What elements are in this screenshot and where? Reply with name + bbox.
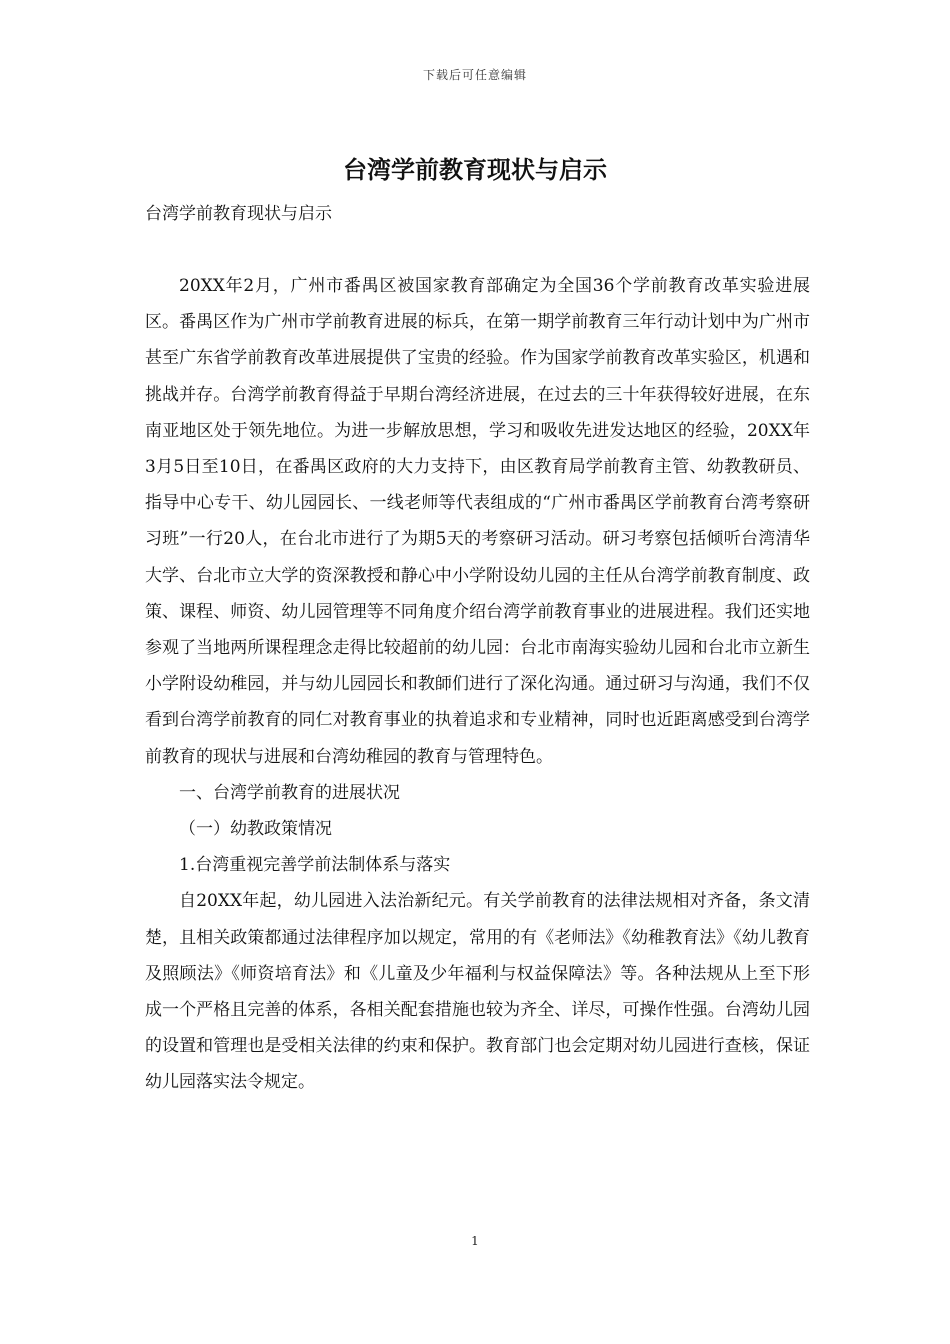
item-heading: 1.台湾重视完善学前法制体系与落实 bbox=[179, 855, 451, 876]
document-subtitle: 台湾学前教育现状与启示 bbox=[145, 204, 332, 224]
page-number: 1 bbox=[471, 1234, 479, 1248]
body-paragraph: 自20XX年起，幼儿园进入法治新纪元。有关学前教育的法律法规相对齐备，条文清楚，且相关政策都通过法律程序加以规定，常用的有《老师法》《幼稚教育法》《幼儿教育及照顾法》《师资培育法》和《儿童及少年福利与权益保障法》等。各种法规从上至下形成一个严格且完善的体系，各相关配套措施也较为齐全、详尽，可操作性强。台湾幼儿园的设置和管理也是受相关法律的约束和保护。教育部门也会定期对幼儿园进行查核，保证幼儿园落实法令规定。 bbox=[145, 891, 810, 1093]
subsection-heading: （一）幼教政策情况 bbox=[179, 819, 332, 840]
page-header-note: 下载后可任意编辑 bbox=[422, 68, 527, 82]
document-body bbox=[145, 268, 810, 1101]
document-title: 台湾学前教育现状与启示 bbox=[343, 155, 607, 184]
intro-paragraph: 20XX年2月，广州市番禺区被国家教育部确定为全国36个学前教育改革实验进展区。番禺区作为广州市学前教育进展的标兵，在第一期学前教育三年行动计划中为广州市甚至广东省学前教育改革进展提供了宝贵的经验。作为国家学前教育改革实验区，机遇和挑战并存。台湾学前教育得益于早期台湾经济进展，在过去的三十年获得较好进展，在东南亚地区处于领先地位。为进一步解放思想，学习和吸收先进发达地区的经验，20XX年3月5日至10日，在番禺区政府的大力支持下，由区教育局学前教育主管、幼教教研员、指导中心专干、幼儿园园长、一线老师等代表组成的“广州市番禺区学前教育台湾考察研习班”一行20人，在台北市进行了为期5天的考察研习活动。研习考察包括倾听台湾清华大学、台北市立大学的资深教授和静心中小学附设幼儿园的主任从台湾学前教育制度、政策、课程、师资、幼儿园管理等不同角度介绍台湾学前教育事业的进展进程。我们还实地参观了当地两所课程理念走得比较超前的幼儿园：台北市南海实验幼儿园和台北市立新生小学附设幼稚园，并与幼儿园园长和教師们进行了深化沟通。通过研习与沟通，我们不仅看到台湾学前教育的同仁对教育事业的执着追求和专业精神，同时也近距离感受到台湾学前教育的现状与进展和台湾幼稚园的教育与管理特色。 bbox=[145, 276, 810, 767]
section-heading: 一、台湾学前教育的进展状况 bbox=[179, 782, 400, 803]
